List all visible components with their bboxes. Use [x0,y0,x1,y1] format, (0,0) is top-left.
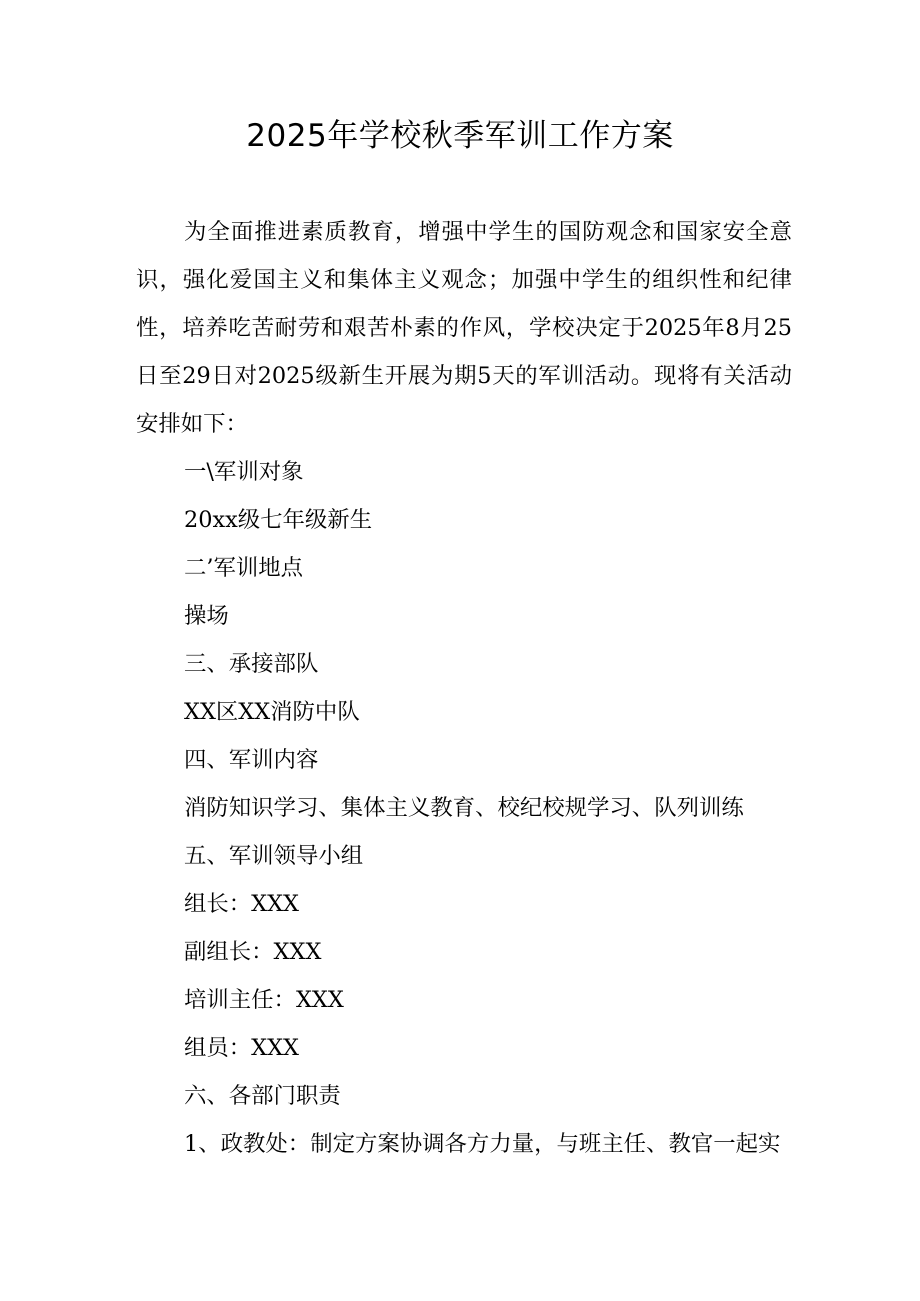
section-content-location: 操场 [184,603,229,629]
section-content-content: 消防知识学习、集体主义教育、校纪校规学习、队列训练 [184,795,744,821]
section-content-unit: XX区XX消防中队 [184,699,360,725]
section-heading-location: 二’军训地点 [184,555,304,581]
document-body [136,208,792,1168]
section-heading-target: 一\军训对象 [184,459,304,485]
leader-line: 组长：XXX [184,891,299,917]
section-content-target: 20xx级七年级新生 [184,507,373,533]
section-heading-unit: 三、承接部队 [184,651,319,677]
document-title: 2025年学校秋季军训工作方案 [246,118,674,154]
section-heading-duties: 六、各部门职责 [184,1083,341,1109]
duty-item-1: 1、政教处：制定方案协调各方力量，与班主任、教官一起实 [184,1131,781,1157]
section-heading-leadership: 五、军训领导小组 [184,843,364,869]
deputy-leader-line: 副组长：XXX [184,939,322,965]
section-heading-content: 四、军训内容 [184,747,319,773]
members-line: 组员：XXX [184,1035,299,1061]
training-director-line: 培训主任：XXX [184,987,344,1013]
intro-paragraph: 为全面推进素质教育，增强中学生的国防观念和国家安全意识，强化爱国主义和集体主义观念；加强中学生的组织性和纪律性，培养吃苦耐劳和艰苦朴素的作风，学校决定于2025年8月25日至29日对2025级新生开展为期5天的军训活动。现将有关活动安排如下： [136,219,792,437]
